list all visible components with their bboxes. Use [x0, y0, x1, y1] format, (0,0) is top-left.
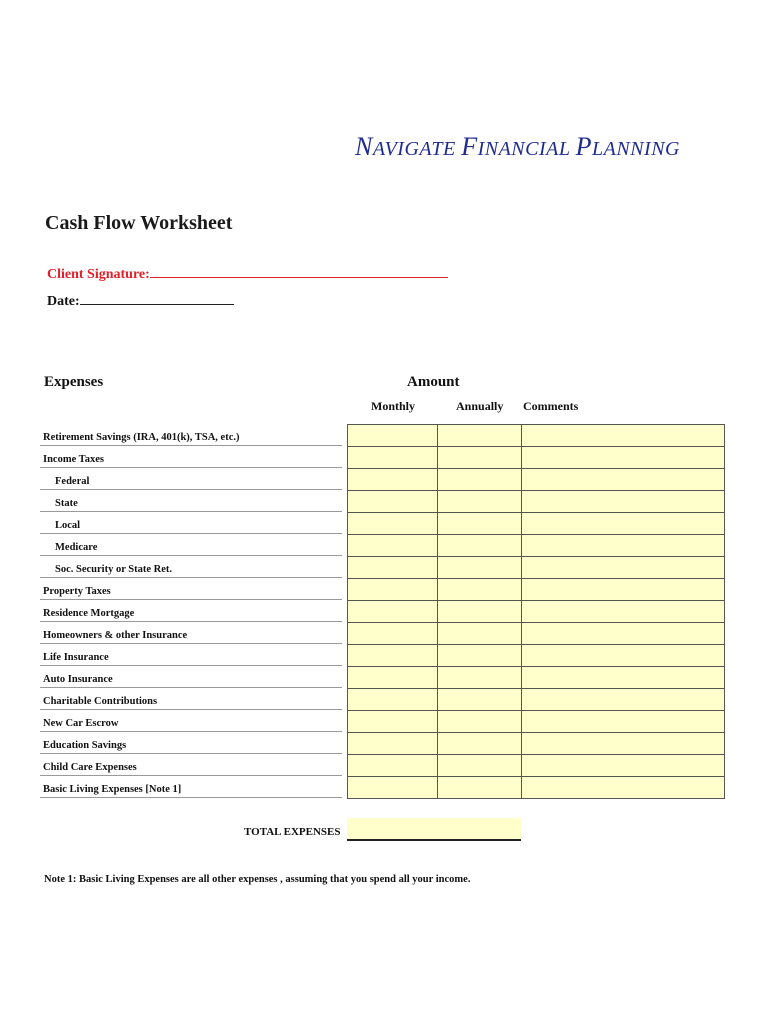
table-row: [40, 732, 730, 754]
brand-word-3: PLANNING: [575, 132, 680, 161]
annually-input[interactable]: [438, 622, 522, 644]
date-label: Date:: [47, 294, 80, 309]
comments-input[interactable]: [522, 468, 725, 490]
monthly-input[interactable]: [347, 534, 438, 556]
monthly-input[interactable]: [347, 622, 438, 644]
comments-column-header: Comments: [523, 399, 579, 413]
table-row: [40, 754, 730, 776]
table-row: [40, 446, 730, 468]
table-row: [40, 600, 730, 622]
comments-input[interactable]: [522, 600, 725, 622]
client-signature-label: Client Signature:: [47, 267, 150, 282]
amount-cells: [347, 688, 725, 710]
table-row: [40, 424, 730, 446]
expense-label: State: [55, 498, 78, 509]
annually-input[interactable]: [438, 468, 522, 490]
table-row: [40, 644, 730, 666]
amount-cells: [347, 600, 725, 622]
date-input-line[interactable]: [80, 292, 234, 305]
monthly-column-header: Monthly: [371, 399, 416, 413]
table-row: [40, 688, 730, 710]
brand-word-1: NAVIGATE: [355, 132, 456, 161]
comments-input[interactable]: [522, 732, 725, 754]
row-divider: [40, 797, 342, 798]
amount-cells: [347, 622, 725, 644]
comments-input[interactable]: [522, 556, 725, 578]
annually-input[interactable]: [438, 424, 522, 446]
amount-cells: [347, 710, 725, 732]
amount-cells: [347, 424, 725, 446]
amount-cells: [347, 556, 725, 578]
monthly-input[interactable]: [347, 424, 438, 446]
expense-label: Local: [55, 520, 81, 531]
page-title: Cash Flow Worksheet: [45, 212, 233, 234]
comments-input[interactable]: [522, 534, 725, 556]
amount-cells: [347, 534, 725, 556]
annually-column-header: Annually: [456, 399, 504, 413]
expense-label: New Car Escrow: [43, 718, 119, 729]
expense-label: Charitable Contributions: [43, 696, 158, 707]
comments-input[interactable]: [522, 578, 725, 600]
table-row: [40, 710, 730, 732]
table-row: [40, 490, 730, 512]
comments-input[interactable]: [522, 644, 725, 666]
monthly-input[interactable]: [347, 446, 438, 468]
client-signature-field[interactable]: [47, 265, 448, 283]
annually-input[interactable]: [438, 556, 522, 578]
annually-input[interactable]: [438, 754, 522, 776]
comments-input[interactable]: [522, 776, 725, 799]
monthly-input[interactable]: [347, 666, 438, 688]
monthly-input[interactable]: [347, 688, 438, 710]
expense-label: Education Savings: [43, 740, 127, 751]
annually-input[interactable]: [438, 446, 522, 468]
footnote: Note 1: Basic Living Expenses are all other expenses , assuming that you spend all your income.: [44, 874, 471, 885]
table-row: [40, 534, 730, 556]
amount-cells: [347, 446, 725, 468]
monthly-input[interactable]: [347, 512, 438, 534]
amount-cells: [347, 468, 725, 490]
brand-word-2: FINANCIAL: [461, 132, 571, 161]
table-row: [40, 556, 730, 578]
expense-label: Retirement Savings (IRA, 401(k), TSA, etc.): [43, 432, 240, 443]
comments-input[interactable]: [522, 710, 725, 732]
monthly-input[interactable]: [347, 776, 438, 799]
monthly-input[interactable]: [347, 490, 438, 512]
expense-label: Auto Insurance: [43, 674, 113, 685]
monthly-input[interactable]: [347, 578, 438, 600]
annually-input[interactable]: [438, 534, 522, 556]
monthly-input[interactable]: [347, 644, 438, 666]
comments-input[interactable]: [522, 490, 725, 512]
expense-label: Basic Living Expenses [Note 1]: [43, 784, 182, 795]
comments-input[interactable]: [522, 622, 725, 644]
expense-label: Homeowners & other Insurance: [43, 630, 188, 641]
annually-input[interactable]: [438, 600, 522, 622]
annually-input[interactable]: [438, 644, 522, 666]
annually-input[interactable]: [438, 710, 522, 732]
expense-label: Federal: [55, 476, 90, 487]
annually-input[interactable]: [438, 776, 522, 799]
annually-input[interactable]: [438, 732, 522, 754]
table-row: [40, 468, 730, 490]
comments-input[interactable]: [522, 754, 725, 776]
expense-label: Medicare: [55, 542, 98, 553]
amount-cells: [347, 666, 725, 688]
client-signature-input-line[interactable]: [150, 265, 448, 278]
expense-label: Residence Mortgage: [43, 608, 135, 619]
comments-input[interactable]: [522, 446, 725, 468]
comments-input[interactable]: [522, 666, 725, 688]
amount-cells: [347, 578, 725, 600]
amount-header: Amount: [407, 374, 460, 390]
table-row: [40, 578, 730, 600]
expense-label: Life Insurance: [43, 652, 109, 663]
amount-cells: [347, 732, 725, 754]
monthly-input[interactable]: [347, 556, 438, 578]
total-expenses-label: TOTAL EXPENSES: [244, 826, 341, 838]
monthly-input[interactable]: [347, 754, 438, 776]
comments-input[interactable]: [522, 424, 725, 446]
table-row: [40, 512, 730, 534]
total-expenses-field[interactable]: [347, 818, 521, 841]
annually-input[interactable]: [438, 688, 522, 710]
amount-cells: [347, 776, 725, 798]
table-row: [40, 776, 730, 798]
brand-title: [355, 132, 680, 162]
monthly-input[interactable]: [347, 468, 438, 490]
amount-cells: [347, 512, 725, 534]
annually-input[interactable]: [438, 666, 522, 688]
comments-input[interactable]: [522, 688, 725, 710]
annually-input[interactable]: [438, 578, 522, 600]
amount-cells: [347, 754, 725, 776]
amount-cells: [347, 644, 725, 666]
comments-input[interactable]: [522, 512, 725, 534]
table-row: [40, 666, 730, 688]
annually-input[interactable]: [438, 512, 522, 534]
expense-label: Soc. Security or State Ret.: [55, 564, 173, 575]
annually-input[interactable]: [438, 490, 522, 512]
monthly-input[interactable]: [347, 710, 438, 732]
monthly-input[interactable]: [347, 600, 438, 622]
expense-label: Income Taxes: [43, 454, 104, 465]
expense-label: Property Taxes: [43, 586, 111, 597]
table-row: [40, 622, 730, 644]
expense-table: [40, 424, 730, 798]
expense-label: Child Care Expenses: [43, 762, 137, 773]
monthly-input[interactable]: [347, 732, 438, 754]
expenses-header: Expenses: [44, 374, 104, 390]
date-field[interactable]: [47, 292, 234, 310]
amount-cells: [347, 490, 725, 512]
